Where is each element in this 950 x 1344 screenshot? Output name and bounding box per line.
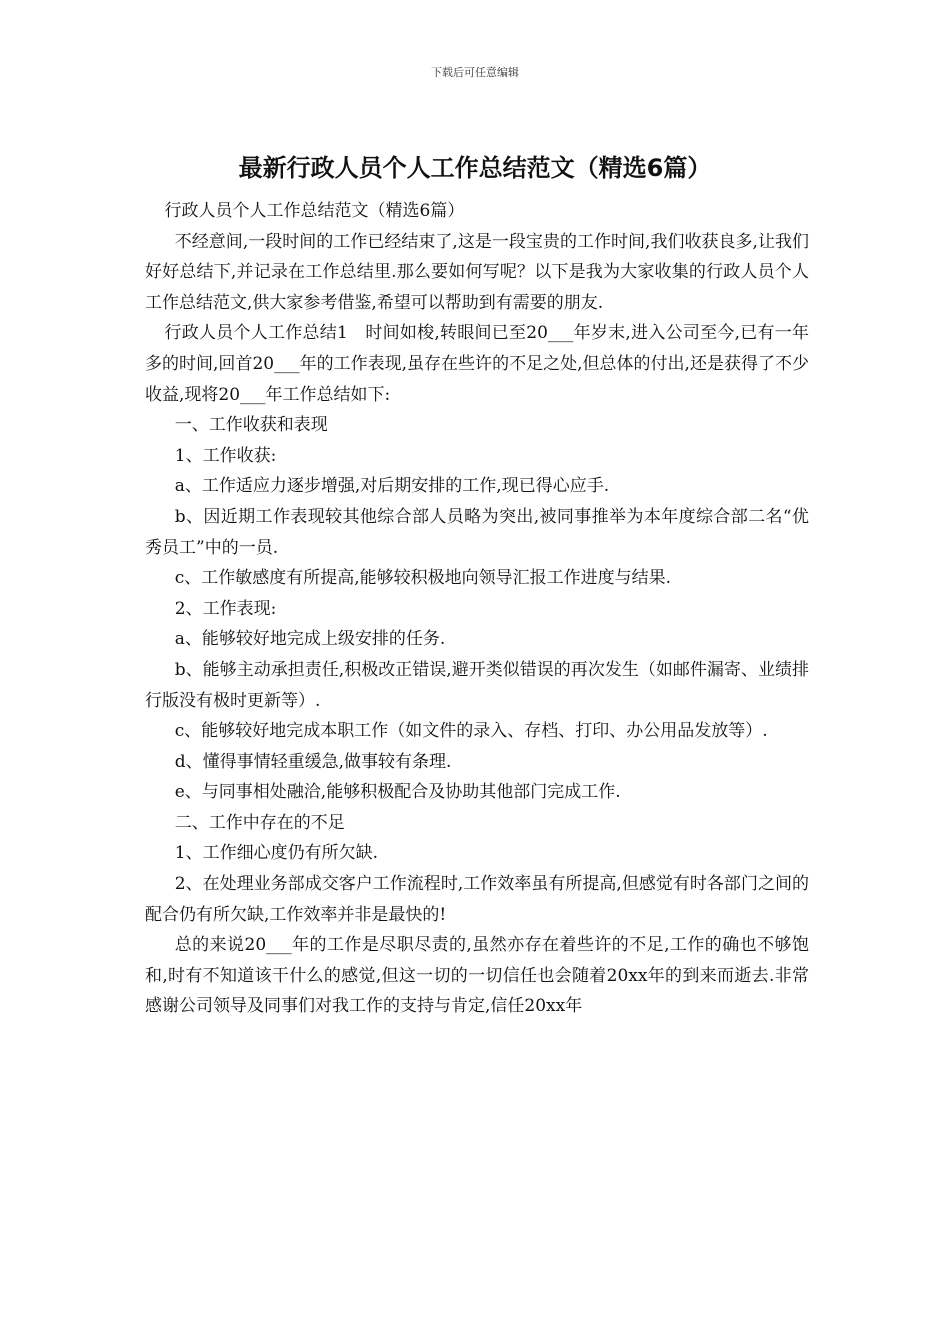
document-body <box>145 196 809 1022</box>
list-item: a、工作适应力逐步增强,对后期安排的工作,现已得心应手. <box>174 476 610 497</box>
list-item: e、与同事相处融洽,能够积极配合及协助其他部门完成工作. <box>174 782 621 803</box>
subtitle-paragraph: 行政人员个人工作总结范文（精选6篇） <box>164 201 465 221</box>
conclusion-paragraph: 总的来说20___年的工作是尽职尽责的,虽然亦存在着些许的不足,工作的确也不够饱和,时有不知道该干什么的感觉,但这一切的一切信任也会随着20xx年的到来而逝去.非常感谢公司领导及同事们对我工作的支持与肯定,信任20xx年 <box>145 935 809 1017</box>
intro-paragraph: 不经意间,一段时间的工作已经结束了,这是一段宝贵的工作时间,我们收获良多,让我们好好总结下,并记录在工作总结里.那么要如何写呢？以下是我为大家收集的行政人员个人工作总结范文,供大家参考借鉴,希望可以帮助到有需要的朋友. <box>145 231 809 313</box>
list-item: c、能够较好地完成本职工作（如文件的录入、存档、打印、办公用品发放等）. <box>174 721 768 742</box>
summary-1-paragraph: 行政人员个人工作总结1 时间如梭,转眼间已至20___年岁末,进入公司至今,已有一年多的时间,回首20___年的工作表现,虽存在些许的不足之处,但总体的付出,还是获得了不少收益,现将20___年工作总结如下: <box>145 323 809 405</box>
list-item: b、因近期工作表现较其他综合部人员略为突出,被同事推举为本年度综合部二名“优秀员工”中的一员. <box>145 506 809 558</box>
subsection-heading: 2、工作表现: <box>174 598 277 619</box>
header-note: 下载后可任意编辑 <box>431 66 519 79</box>
section-heading: 一、工作收获和表现 <box>174 415 328 436</box>
list-item: d、懂得事情轻重缓急,做事较有条理. <box>174 751 452 772</box>
list-item: 2、在处理业务部成交客户工作流程时,工作效率虽有所提高,但感觉有时各部门之间的配合仍有所欠缺,工作效率并非是最快的! <box>145 874 809 925</box>
section-heading: 二、工作中存在的不足 <box>174 812 345 833</box>
list-item: a、能够较好地完成上级安排的任务. <box>174 629 446 650</box>
list-item: 1、工作细心度仍有所欠缺. <box>174 843 378 864</box>
list-item: c、工作敏感度有所提高,能够较积极地向领导汇报工作进度与结果. <box>174 568 672 589</box>
list-item: b、能够主动承担责任,积极改正错误,避开类似错误的再次发生（如邮件漏寄、业绩排行版没有极时更新等）. <box>145 659 809 711</box>
document-title: 最新行政人员个人工作总结范文（精选6篇） <box>238 154 712 182</box>
subsection-heading: 1、工作收获: <box>174 445 277 466</box>
